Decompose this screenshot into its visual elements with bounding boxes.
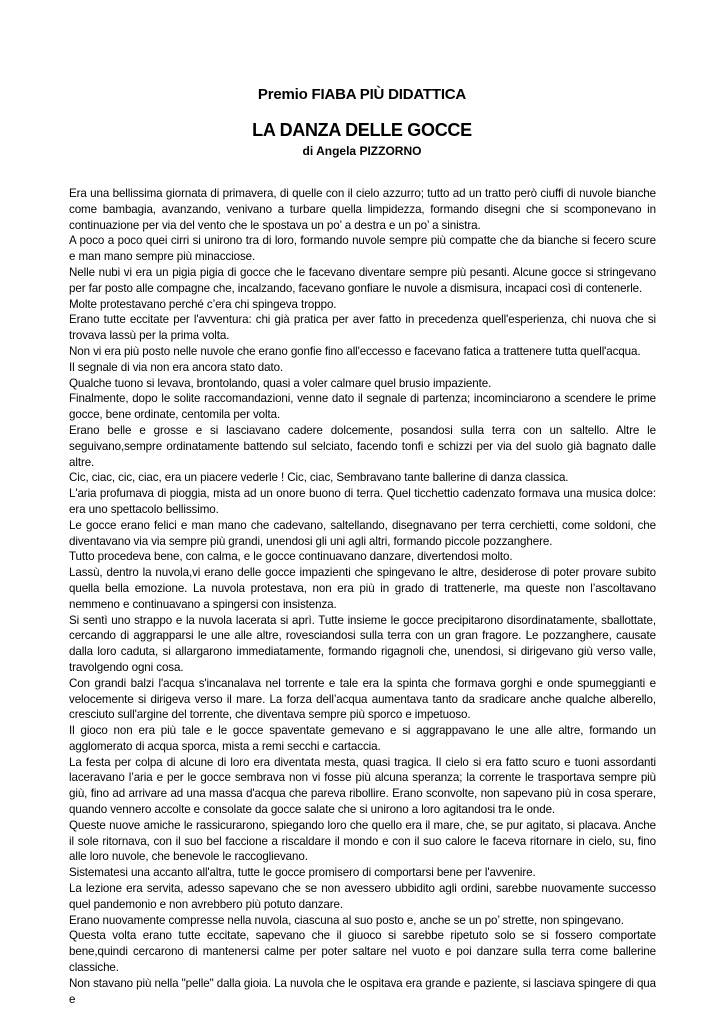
paragraph: La lezione era servita, adesso sapevano che se non avessero ubbidito agli ordini, sarebbe nuovamente successo quel pandemonio e non avrebbero più potuto danzare. [69,882,656,911]
paragraph: Queste nuove amiche le rassicurarono, spiegando loro che quello era il mare, che, se pur agitato, si placava. Anche il sole ritornava, con il suo bel faccione a riscaldare il mondo e con il suo calore le faceva ritornare in cielo, su, fino alle loro nuvole, che benevole le raccoglievano. [69,818,656,864]
paragraph: Nelle nubi vi era un pigia pigia di gocce che le facevano diventare sempre più pesanti. Alcune gocce si stringevano per far posto alle compagne che, incalzando, facevano gonfiare le nuvole a dismisura, incapaci così di contenerle. [69,265,656,295]
paragraph: Cic, ciac, cic, ciac, era un piacere vederle ! Cic, ciac, Sembravano tante ballerine di danza classica. [69,471,569,485]
paragraph: Molte protestavano perché c’era chi spingeva troppo. [69,297,337,311]
paragraph: Sistematesi una accanto all'altra, tutte le gocce promisero di comportarsi bene per l'avvenire. [69,866,536,880]
paragraph: Il gioco non era più tale e le gocce spaventate gemevano e si aggrappavano le une alle altre, formando un agglomerato di acqua sporca, mista a remi secchi e cartaccia. [69,724,656,753]
award-heading: Premio FIABA PIÙ DIDATTICA [257,86,467,103]
paragraph: Erano tutte eccitate per l'avventura: chi già pratica per aver fatto in precedenza quell'esperienza, chi nuova che si trovava lassù per la prima volta. [69,313,656,343]
story-title: LA DANZA DELLE GOCCE [252,120,472,140]
paragraph: Lassù, dentro la nuvola,vi erano delle gocce impazienti che spingevano le altre, desiderose di poter provare subito quella bella emozione. La nuvola protestava, non era più in grado di trattenerle, ma queste non l’ascoltavano nemmeno e continuavano a spingersi con insistenza. [69,566,656,611]
paragraph: A poco a poco quei cirri si unirono tra di loro, formando nuvole sempre più compatte che da bianche si fecero scure e man mano sempre più minacciose. [69,234,656,264]
paragraph: L'aria profumava di pioggia, mista ad un onore buono di terra. Quel ticchettio cadenzato formava una musica dolce: era uno spettacolo bellissimo. [69,487,656,516]
paragraph: Qualche tuono si levava, brontolando, quasi a voler calmare quel brusio impaziente. [69,376,492,390]
paragraph: Il segnale di via non era ancora stato dato. [69,360,284,374]
paragraph: Non vi era più posto nelle nuvole che erano gonfie fino all'eccesso e facevano fatica a trattenere tutta quell'acqua. [69,344,641,358]
paragraph: Tutto procedeva bene, con calma, e le gocce continuavano danzare, divertendosi molto. [69,550,513,564]
paragraph: Erano belle e grosse e si lasciavano cadere dolcemente, posandosi sulla terra con un saltello. Altre le seguivano,sempre ordinatamente battendo sul selciato, facendo tonfi e schizzi per via del suolo già bagnato dalle altre. [69,423,656,469]
paragraph: Si sentì uno strappo e la nuvola lacerata si aprì. Tutte insieme le gocce precipitarono disordinatamente, sballottate, cercando di aggrapparsi le une alle altre, rovesciandosi sulla terra con un gran fragore. Le pozzanghere, causate dalla loro caduta, si allargarono immediatamente, formando rigagnoli che, unendosi, si dirigevano giù verso valle, travolgendo ogni cosa. [69,613,656,674]
paragraph: Con grandi balzi l'acqua s'incanalava nel torrente e tale era la spinta che formava gorghi e onde spumeggianti e velocemente si dirigeva verso il mare. La forza dell’acqua aumentava tanto da sradicare anche qualche alberello, cresciuto sull'argine del torrente, che diventava sempre più sporco e impetuoso. [69,676,656,722]
paragraph: Le gocce erano felici e man mano che cadevano, saltellando, disegnavano per terra cerchietti, come soldoni, che diventavano via via sempre più grandi, unendosi gli uni agli altri, formando piccole pozzanghere. [69,518,656,548]
paragraph: Finalmente, dopo le solite raccomandazioni, venne dato il segnale di partenza; incominciarono a scendere le prime gocce, bene ordinate, centomila per volta. [69,392,656,422]
story-body [69,186,656,1007]
paragraph: La festa per colpa di alcune di loro era diventata mesta, quasi tragica. Il cielo si era fatto scuro e tuoni assordanti laceravano l’aria e per le gocce sembrava non vi fosse più alcuna speranza; la corrente le trasportava sempre più giù, fino ad arrivare ad una massa d'acqua che pareva ribollire. Erano sconvolte, non sapevano più in cosa sperare, quando vennero accolte e consolate da gocce salate che si unirono a loro agitandosi tra le onde. [69,755,656,817]
paragraph: Era una bellissima giornata di primavera, di quelle con il cielo azzurro; tutto ad un tratto però ciuffi di nuvole bianche come bambagia, avanzando, venivano a turbare quella limpidezza, formando disegni che si scomponevano in continuazione per via del vento che le spostava un po’ a destra e un po’ a sinistra. [69,187,656,232]
paragraph: Non stavano più nella "pelle" dalla gioia. La nuvola che le ospitava era grande e paziente, si lasciava spingere di qua e [69,976,656,1006]
author-line: di Angela PIZZORNO [302,144,422,158]
paragraph: Erano nuovamente compresse nella nuvola, ciascuna al suo posto e, anche se un po’ strette, non spingevano. [69,913,624,927]
paragraph: Questa volta erano tutte eccitate, sapevano che il giuoco si sarebbe ripetuto solo se si fossero comportate bene,quindi cercarono di mantenersi calme per poter saltare nel vuoto e poi danzare sulla terra come ballerine classiche. [69,929,656,975]
